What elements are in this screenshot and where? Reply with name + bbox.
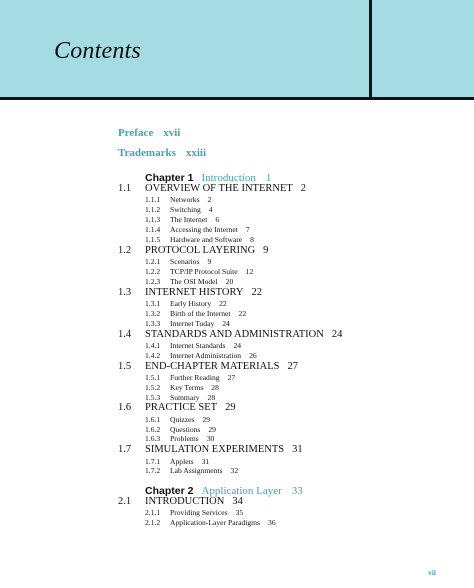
subsection-page: 27 [227, 372, 236, 382]
section-page: 29 [225, 402, 236, 414]
subsection-number: 1.4.2 [145, 350, 161, 360]
front-matter-page: xxiii [185, 147, 207, 159]
subsection-number: 1.3.2 [145, 308, 161, 318]
section-title: STANDARDS AND ADMINISTRATION [145, 328, 324, 340]
subsection-page: 36 [268, 518, 276, 528]
subsection-title: Networks [170, 195, 200, 205]
header-vertical-rule [369, 0, 372, 100]
subsection-title: The OSI Model [170, 276, 218, 286]
section-number: 1.7 [118, 444, 132, 456]
section-title: END-CHAPTER MATERIALS [145, 360, 280, 372]
chapter-title: Introduction [201, 172, 256, 184]
subsection-number: 1.2.3 [145, 276, 161, 286]
front-matter-label: Trademarks [118, 147, 176, 159]
chapter-label: Chapter 1 [145, 172, 194, 184]
section-number: 1.1 [118, 183, 132, 194]
subsection-page: 24 [222, 318, 230, 328]
subsection-number: 1.5.2 [145, 382, 161, 392]
subsection-number: 1.7.1 [145, 456, 161, 466]
section-title: PROTOCOL LAYERING [145, 244, 256, 256]
toc-subsection-entry[interactable] [145, 383, 219, 392]
subsection-number: 1.1.3 [145, 215, 161, 224]
section-page: 31 [292, 444, 303, 456]
subsection-page: 4 [208, 205, 213, 215]
subsection-page: 6 [215, 215, 220, 224]
section-page: 9 [263, 244, 269, 256]
subsection-title: Further Reading [170, 372, 220, 382]
subsection-title: Lab Assignments [170, 466, 223, 476]
subsection-title: Internet Administration [170, 350, 242, 360]
toc-subsection-entry[interactable] [145, 299, 227, 308]
toc-section-entry[interactable] [118, 287, 262, 298]
chapter-page: 33 [291, 485, 303, 497]
subsection-title: Application-Layer Paradigms [170, 518, 261, 528]
subsection-page: 29 [202, 414, 211, 424]
section-page: 2 [300, 183, 307, 194]
subsection-title: Providing Services [170, 508, 228, 518]
subsection-number: 1.4.1 [145, 340, 161, 350]
toc-subsection-entry[interactable] [145, 393, 215, 402]
subsection-title: Internet Standards [170, 340, 226, 350]
subsection-page: 2 [207, 195, 212, 205]
subsection-number: 2.1.2 [145, 518, 161, 528]
subsection-title: Early History [170, 298, 212, 308]
page-title: Contents [54, 38, 141, 64]
subsection-title: Problems [170, 434, 199, 444]
toc-subsection-entry[interactable] [145, 277, 233, 286]
toc-subsection-entry[interactable] [145, 415, 210, 424]
toc-subsection-entry[interactable] [145, 267, 253, 276]
subsection-number: 1.2.2 [145, 266, 161, 276]
subsection-page: 26 [249, 350, 257, 360]
subsection-page: 28 [207, 392, 216, 402]
page-number: vii [428, 568, 436, 577]
subsection-title: Questions [170, 424, 201, 434]
subsection-page: 20 [225, 276, 234, 286]
section-number: 1.6 [118, 402, 132, 414]
subsection-number: 1.7.2 [145, 466, 161, 476]
section-page: 24 [331, 328, 343, 340]
toc-front-matter-entry[interactable] [118, 127, 180, 139]
subsection-title: Internet Today [170, 318, 215, 328]
toc-subsection-entry[interactable] [145, 235, 254, 244]
toc-subsection-entry[interactable] [145, 215, 219, 224]
toc-subsection-entry[interactable] [145, 518, 276, 527]
section-title: INTERNET HISTORY [145, 286, 244, 298]
toc-subsection-entry[interactable] [145, 373, 235, 382]
subsection-title: Key Terms [170, 382, 204, 392]
subsection-title: Switching [170, 205, 201, 215]
toc-subsection-entry[interactable] [145, 205, 213, 214]
subsection-page: 35 [235, 508, 244, 518]
subsection-page: 12 [245, 266, 254, 276]
subsection-title: Scenarios [170, 256, 200, 266]
subsection-title: Quizzes [170, 414, 195, 424]
subsection-page: 32 [230, 466, 239, 476]
subsection-page: 24 [233, 340, 242, 350]
subsection-title: Applets [170, 456, 194, 466]
subsection-page: 8 [250, 234, 254, 244]
toc-subsection-entry[interactable] [145, 434, 214, 443]
toc-subsection-entry[interactable] [145, 195, 211, 204]
front-matter-page: xvii [163, 127, 181, 139]
chapter-title: Application Layer [201, 485, 282, 497]
subsection-number: 2.1.1 [145, 508, 161, 518]
subsection-page: 31 [201, 456, 210, 466]
section-title: SIMULATION EXPERIMENTS [145, 444, 285, 456]
subsection-page: 22 [219, 298, 227, 308]
toc-subsection-entry[interactable] [145, 508, 243, 517]
subsection-number: 1.5.1 [145, 372, 161, 382]
subsection-title: Summary [170, 392, 200, 402]
section-page: 22 [251, 286, 262, 298]
section-number: 1.3 [118, 286, 132, 298]
chapter-page: 1 [265, 172, 272, 184]
section-title: INTRODUCTION [145, 496, 225, 507]
subsection-number: 1.6.2 [145, 424, 161, 434]
section-title: PRACTICE SET [145, 402, 218, 414]
subsection-number: 1.5.3 [145, 392, 161, 402]
subsection-page: 28 [211, 382, 219, 392]
subsection-page: 30 [206, 434, 215, 444]
toc-subsection-entry[interactable] [145, 425, 216, 434]
toc-section-entry[interactable] [118, 496, 243, 507]
subsection-page: 29 [208, 424, 216, 434]
toc-section-entry[interactable] [118, 245, 268, 256]
toc-front-matter-entry[interactable] [118, 147, 206, 159]
subsection-number: 1.1.1 [145, 195, 161, 205]
subsection-number: 1.6.1 [145, 414, 161, 424]
subsection-title: The Internet [170, 215, 208, 224]
chapter-label: Chapter 2 [145, 485, 194, 497]
toc-subsection-entry[interactable] [145, 351, 257, 360]
section-number: 1.5 [118, 360, 132, 372]
subsection-page: 22 [238, 308, 247, 318]
subsection-page: 7 [245, 224, 250, 234]
toc-section-entry[interactable] [118, 402, 236, 413]
toc-subsection-entry[interactable] [145, 319, 230, 328]
subsection-title: Hardware and Software [170, 234, 243, 244]
toc-subsection-entry[interactable] [145, 309, 246, 318]
subsection-number: 1.3.1 [145, 298, 161, 308]
subsection-title: TCP/IP Protocol Suite [170, 266, 238, 276]
toc-section-entry[interactable] [118, 444, 303, 455]
toc-subsection-entry[interactable] [145, 466, 238, 475]
toc-subsection-entry[interactable] [145, 457, 209, 466]
toc-subsection-entry[interactable] [145, 341, 241, 350]
front-matter-label: Preface [118, 127, 154, 139]
subsection-number: 1.2.1 [145, 256, 161, 266]
section-number: 1.2 [118, 244, 132, 256]
subsection-title: Birth of the Internet [170, 308, 231, 318]
section-number: 1.4 [118, 328, 132, 340]
subsection-title: Accessing the Internet [170, 224, 238, 234]
subsection-number: 1.1.4 [145, 224, 161, 234]
toc-subsection-entry[interactable] [145, 257, 211, 266]
section-page: 27 [287, 360, 298, 372]
toc-subsection-entry[interactable] [145, 225, 250, 234]
subsection-number: 1.3.3 [145, 318, 161, 328]
toc-section-entry[interactable] [118, 329, 342, 340]
section-title: OVERVIEW OF THE INTERNET [145, 183, 293, 194]
toc-section-entry[interactable] [118, 183, 306, 194]
subsection-page: 9 [207, 256, 212, 266]
subsection-number: 1.1.2 [145, 205, 161, 215]
toc-section-entry[interactable] [118, 361, 298, 372]
section-page: 34 [232, 496, 243, 507]
section-number: 2.1 [118, 496, 132, 507]
header-divider [0, 97, 474, 100]
subsection-number: 1.6.3 [145, 434, 161, 444]
subsection-number: 1.1.5 [145, 234, 161, 244]
